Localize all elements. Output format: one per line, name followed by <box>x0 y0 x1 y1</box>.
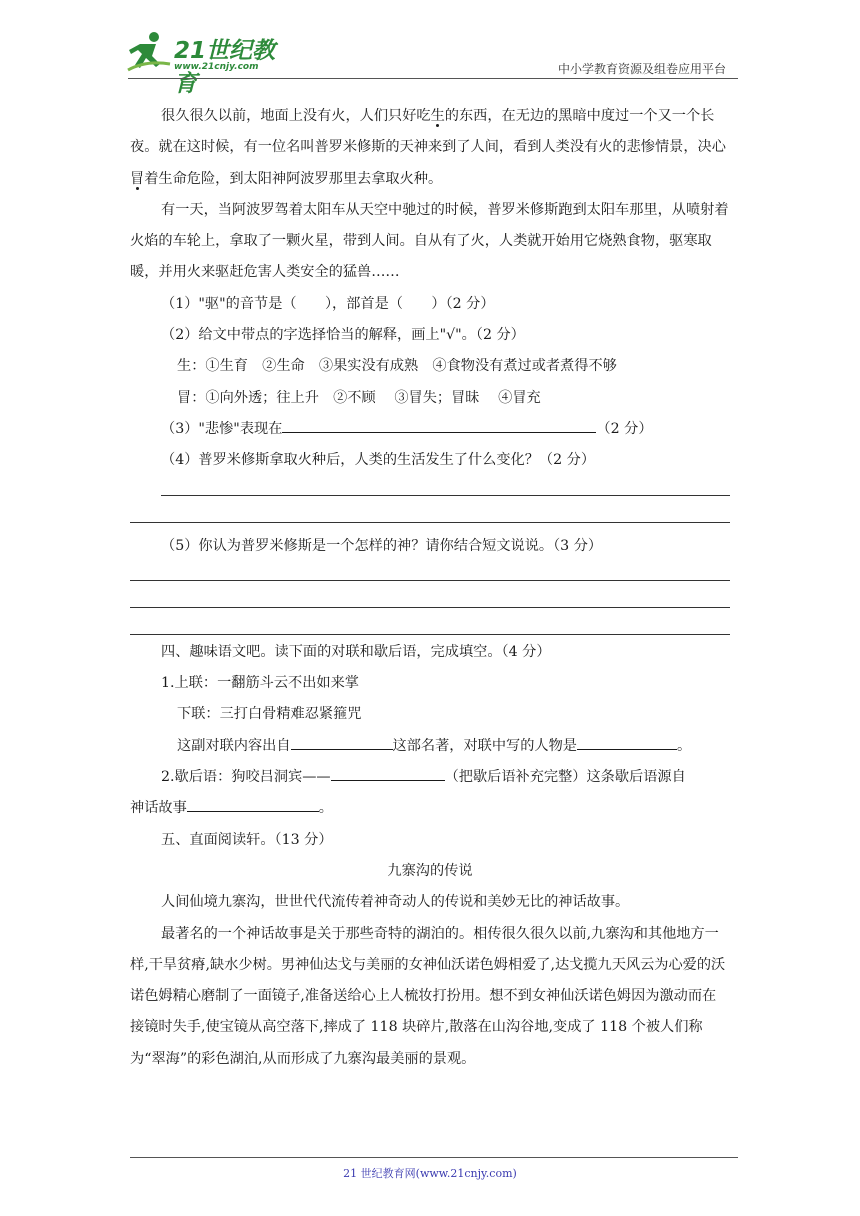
xiehouyu-source-line <box>130 793 730 824</box>
dotted-char-sheng: 生 <box>430 108 445 124</box>
question-3 <box>130 414 730 445</box>
question-3-answer-blank[interactable] <box>282 418 596 433</box>
text-segment: 这副对联内容出自 <box>177 737 291 754</box>
passage1-paragraph2: 有一天，当阿波罗驾着太阳车从天空中驰过的时候，普罗米修斯跑到太阳车那里，从喷射着火焰的车轮上，拿取了一颗火星，带到人间。自从有了火，人类就开始用它烧熟食物，驱寒取暖，并用火来驱赶危害人类安全的猛兽…… <box>130 201 729 281</box>
question-3-points: （2 分） <box>596 420 653 437</box>
couplet-fill <box>130 731 730 762</box>
text-segment: 这部名著，对联中写的人物是 <box>392 737 577 754</box>
question-2-options-sheng: 生：①生育 ②生命 ③果实没有成熟 ④食物没有煮过或者煮得不够 <box>177 358 617 375</box>
header-divider <box>128 78 738 79</box>
question-5: （5）你认为普罗米修斯是一个怎样的神？请你结合短文说说。（3 分） <box>161 537 603 554</box>
myth-story-blank[interactable] <box>187 797 319 812</box>
novel-name-blank[interactable] <box>291 735 393 750</box>
dotted-char-mao: 冒 <box>130 170 145 187</box>
text-segment: 。 <box>318 800 333 817</box>
question-4-answer-line[interactable] <box>130 477 730 504</box>
text-segment: 的东西，在无边的黑暗中度过一个又一个长夜。就在这时候，有一位名叫普罗米修斯的天神来到了人间，看到人类没有火的悲惨情景，决心 <box>130 108 726 156</box>
section5-heading: 五、直面阅读轩。（13 分） <box>161 831 333 848</box>
site-logo <box>126 30 291 97</box>
question-2-options-mao: 冒：①向外透；往上升 ②不顾 ③冒失；冒昧 ④冒充 <box>177 389 541 406</box>
question-4: （4）普罗米修斯拿取火种后，人类的生活发生了什么变化？（2 分） <box>161 452 596 469</box>
xiehouyu-line <box>130 762 730 793</box>
passage2-paragraph1: 人间仙境九寨沟，世世代代流传着神奇动人的传说和美妙无比的神话故事。 <box>161 894 630 911</box>
passage1-paragraph1 <box>130 101 730 195</box>
text-segment: 神话故事 <box>130 800 187 817</box>
footer-divider <box>130 1157 738 1158</box>
section4-heading: 四、趣味语文吧。读下面的对联和歇后语，完成填空。（4 分） <box>161 643 551 660</box>
passage2-title: 九寨沟的传说 <box>387 862 473 879</box>
character-name-blank[interactable] <box>577 735 677 750</box>
logo-title: 21世纪教育 <box>174 38 276 97</box>
question-1: （1）"驱"的音节是（ ），部首是（ ）（2 分） <box>161 295 495 312</box>
question-5-answer-line[interactable] <box>130 589 730 616</box>
footer-text: 21 世纪教育网(www.21cnjy.com) <box>343 1167 517 1180</box>
question-2: （2）给文中带点的字选择恰当的解释，画上"√"。（2 分） <box>161 327 525 344</box>
question-5-answer-line[interactable] <box>130 616 730 637</box>
text-segment: 。 <box>676 737 692 754</box>
passage2-paragraph2: 最著名的一个神话故事是关于那些奇特的湖泊的。相传很久很久以前,九寨沟和其他地方一样,干旱贫瘠,缺水少树。男神仙达戈与美丽的女神仙沃诺色姆相爱了,达戈揽九天风云为心爱的沃诺色姆精心磨制了一面镜子,准备送给心上人梳妆打扮用。想不到女神仙沃诺色姆因为激动而在接镜时失手,使宝镜从高空落下,摔成了 118 块碎片,散落在山沟谷地,变成了 118 个被人们称为“翠海”的彩色湖泊,从而形成了九寨沟最美丽的景观。 <box>130 925 726 1067</box>
couplet-lower: 下联：三打白骨精难忍紧箍咒 <box>177 706 362 723</box>
text-segment: 很久很久以前，地面上没有火，人们只好吃 <box>161 108 431 124</box>
header-tagline: 中小学教育资源及组卷应用平台 <box>557 62 726 76</box>
question-5-answer-line[interactable] <box>130 562 730 589</box>
runner-icon <box>126 30 172 74</box>
couplet-upper: 1.上联：一翻筋斗云不出如来掌 <box>161 675 359 692</box>
text-segment: 2.歇后语：狗咬吕洞宾—— <box>161 769 331 786</box>
xiehouyu-answer-blank[interactable] <box>331 766 445 781</box>
text-segment: （把歇后语补充完整）这条歇后语源自 <box>444 769 686 786</box>
logo-url: www.21cnjy.com <box>174 62 259 72</box>
question-4-answer-line[interactable] <box>130 504 730 531</box>
question-3-label: （3）"悲惨"表现在 <box>161 420 283 437</box>
text-segment: 着生命危险，到太阳神阿波罗那里去拿取火种。 <box>144 170 443 187</box>
page-content <box>130 101 730 1075</box>
